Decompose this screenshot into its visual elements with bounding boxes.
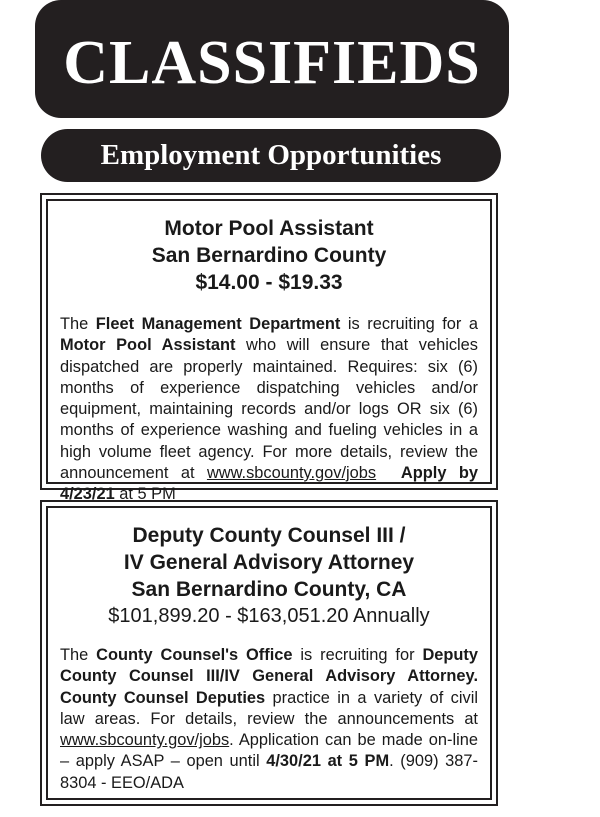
ad-bold-text: County Counsel's Office <box>96 646 293 664</box>
ad-bold-text: Fleet Management Department <box>95 315 341 333</box>
ad-text: is recruiting for <box>292 646 423 664</box>
ad-employer: San Bernardino County <box>151 244 387 267</box>
ad-inner-frame <box>46 506 492 800</box>
ad-text: who will ensure that vehicles dispatched are properly maintained. Requires: six (6) months of experience dispatching vehicles and/or equipment, maintaining records and/or logs OR six (6) months of experience washing and fueling vehicles in a high volume fleet agency. For more details, review the announcement at <box>60 336 478 483</box>
ad-deputy-county-counsel <box>40 500 498 806</box>
ad-description <box>60 645 478 794</box>
ad-text <box>376 464 401 482</box>
ad-deadline: 4/30/21 at 5 PM <box>266 752 390 771</box>
jobs-link[interactable]: www.sbcounty.gov/jobs <box>206 464 377 483</box>
ad-text: The <box>60 646 97 664</box>
jobs-link[interactable]: www.sbcounty.gov/jobs <box>60 731 230 750</box>
ad-text: at 5 PM <box>114 485 176 504</box>
ad-employer: San Bernardino County, CA <box>131 578 407 601</box>
ad-text: is recruiting for a <box>340 315 478 333</box>
ad-title: Deputy County Counsel III / <box>132 524 406 547</box>
ad-text: . (909) 387-8304 - EEO/ADA <box>60 752 478 792</box>
ad-text: The <box>60 315 96 333</box>
ad-motor-pool-assistant <box>40 193 498 504</box>
ad-salary: $101,899.20 - $163,051.20 Annually <box>108 605 430 627</box>
section-banner <box>41 129 501 182</box>
ad-salary: $14.00 - $19.33 <box>195 271 343 294</box>
masthead-banner <box>35 0 509 118</box>
ad-text: . Application can be made on-line – apply ASAP – open until <box>60 731 478 771</box>
ad-title: Motor Pool Assistant <box>164 217 374 240</box>
ad-text: practice in a variety of civil law areas. For details, review the announcements at <box>60 688 478 728</box>
ad-inner-frame <box>46 199 492 504</box>
ad-title: IV General Advisory Attorney <box>123 551 415 574</box>
ad-bold-text: Deputy County Counsel III/IV General Advisory Attorney. County Counsel Deputies <box>60 646 478 707</box>
masthead-title: CLASSIFIEDS <box>63 28 481 97</box>
ad-bold-text: Motor Pool Assistant <box>60 336 236 355</box>
ad-deadline: Apply by 4/23/21 <box>60 464 478 504</box>
section-title: Employment Opportunities <box>100 139 442 171</box>
ad-description <box>60 314 478 506</box>
